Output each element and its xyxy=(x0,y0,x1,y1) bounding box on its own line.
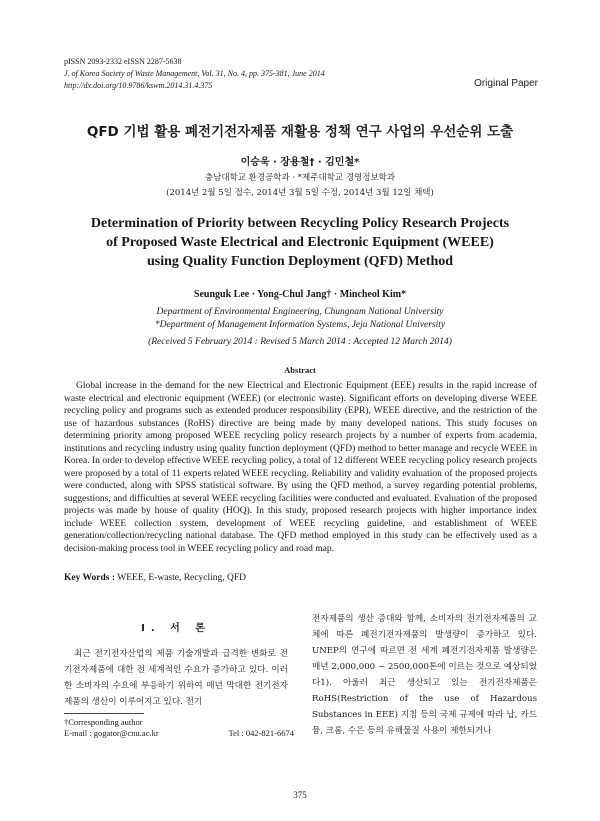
keywords-value: WEEE, E-waste, Recycling, QFD xyxy=(117,573,246,583)
korean-title: QFD 기법 활용 폐전기전자제품 재활용 정책 연구 사업의 우선순위 도출 xyxy=(86,124,514,140)
intro-paragraph-continued: 전자제품의 생산 증대와 함께, 소비자의 전기전자제품의 교체에 따른 폐전기전자제품의 발생량이 증가하고 있다. UNEP의 연구에 따르면 전 세계 폐전기전자제품 발생량은 매년 2,000,000 ~ 2500,000톤에 이르는 것으로 예상되었다1). 아울러 최근 생산되고 있는 전기전자제품은 RoHS(Restriction of the use of Hazardous Substances in EEE) 지침 등의 국제 규제에 따라 납, 카드뮴, 크롬, 수은 등의 유해물질 사용이 제한되거나 xyxy=(312,614,537,736)
keywords-label: Key Words : xyxy=(64,573,116,583)
english-authors: Seunguk Lee · Yong-Chul Jang† · Mincheol Kim* xyxy=(193,289,407,300)
footnote-divider xyxy=(64,713,144,714)
author-phone: Tel : 042-821-6674 xyxy=(228,728,294,738)
abstract-heading: Abstract xyxy=(284,365,316,375)
english-title-line: Determination of Priority between Recycling Policy Research Projects xyxy=(90,216,510,231)
affiliation-line: *Department of Management Information Systems, Jeju National University xyxy=(154,320,446,330)
footnote xyxy=(64,717,294,739)
page-number: 375 xyxy=(293,790,307,800)
article-type-label: Original Paper xyxy=(474,78,538,89)
english-title-line: using Quality Function Deployment (QFD) Method xyxy=(146,254,454,269)
left-column xyxy=(64,611,288,710)
abstract-body: Global increase in the demand for the new Electrical and Electronic Equipment (EEE) results in the rapid increase of waste electrical and electronic equipment (WEEE) (or electronic waste). Significant efforts on developing diverse WEEE recycling policy and programs such as extended producer responsibility (EPR), WEEE directive, and the restriction of the use of hazardous substances (RoHS) directive are being made by many developed nations. This study focuses on determining priority among proposed WEEE recycling policy research projects by a number of experts from academia, institutions and recycling industry using quality function deployment (QFD) method to better manage and recycle WEEE in Korea. In order to develop effective WEEE recycling policy, a total of 12 different WEEE recycling policy research projects were proposed by a total of 11 experts related WEEE recycling. Reliability and validity evaluation of the proposed projects were conducted, along with SPSS statistical software. By using the QFD method, a survey regarding potential problems, suggestions, and difficulties at several WEEE recycling facilities were conducted and evaluated. Evaluation of the proposed projects was made by house of quality (HOQ). In this study, proposed research projects with higher importance index include WEEE collection system, development of WEEE recycling guideline, and establishment of WEEE generation/collection/recycling national database. The QFD method employed in this study can be effectively used as a decision-making process tool in WEEE recycling policy and road map. xyxy=(64,381,537,554)
doi-link[interactable]: http://dx.doi.org/10.9786/kswm.2014.31.4.375 xyxy=(64,81,213,90)
journal-citation: J. of Korea Society of Waste Management, Vol. 31, No. 4, pp. 375-381, June 2014 xyxy=(64,69,325,78)
corresponding-author: †Corresponding author xyxy=(64,717,143,727)
english-affiliation xyxy=(0,306,600,332)
korean-dates: (2014년 2월 5일 접수, 2014년 3월 5일 수정, 2014년 3월 12일 채택) xyxy=(166,188,434,198)
keywords xyxy=(64,573,246,583)
intro-paragraph: 최근 전기전자산업의 제품 기술개발과 급격한 변화로 전기전자제품에 대한 전 세계적인 수요가 증가하고 있다. 이러한 소비자의 수요에 부응하기 위하여 매년 막대한 전기전자제품의 생산이 이루어지고 있다. 전기 xyxy=(64,649,288,707)
journal-header xyxy=(64,56,544,92)
english-title-line: of Proposed Waste Electrical and Electronic Equipment (WEEE) xyxy=(106,235,494,250)
author-email[interactable]: E-mail : gogator@cnu.ac.kr xyxy=(64,728,159,738)
issn-line: pISSN 2093-2332 eISSN 2287-5638 xyxy=(64,57,182,66)
affiliation-line: Department of Environmental Engineering, Chungnam National University xyxy=(156,307,444,317)
right-column xyxy=(312,611,537,739)
english-title xyxy=(40,214,560,271)
korean-authors: 이승욱 · 장용철† · 김민철* xyxy=(240,157,360,168)
section-heading: I. 서 론 xyxy=(141,623,211,634)
korean-affiliation: 충남대학교 환경공학과 · *제주대학교 경영정보학과 xyxy=(204,173,396,183)
english-dates: (Received 5 February 2014 : Revised 5 March 2014 : Accepted 12 March 2014) xyxy=(148,337,452,347)
